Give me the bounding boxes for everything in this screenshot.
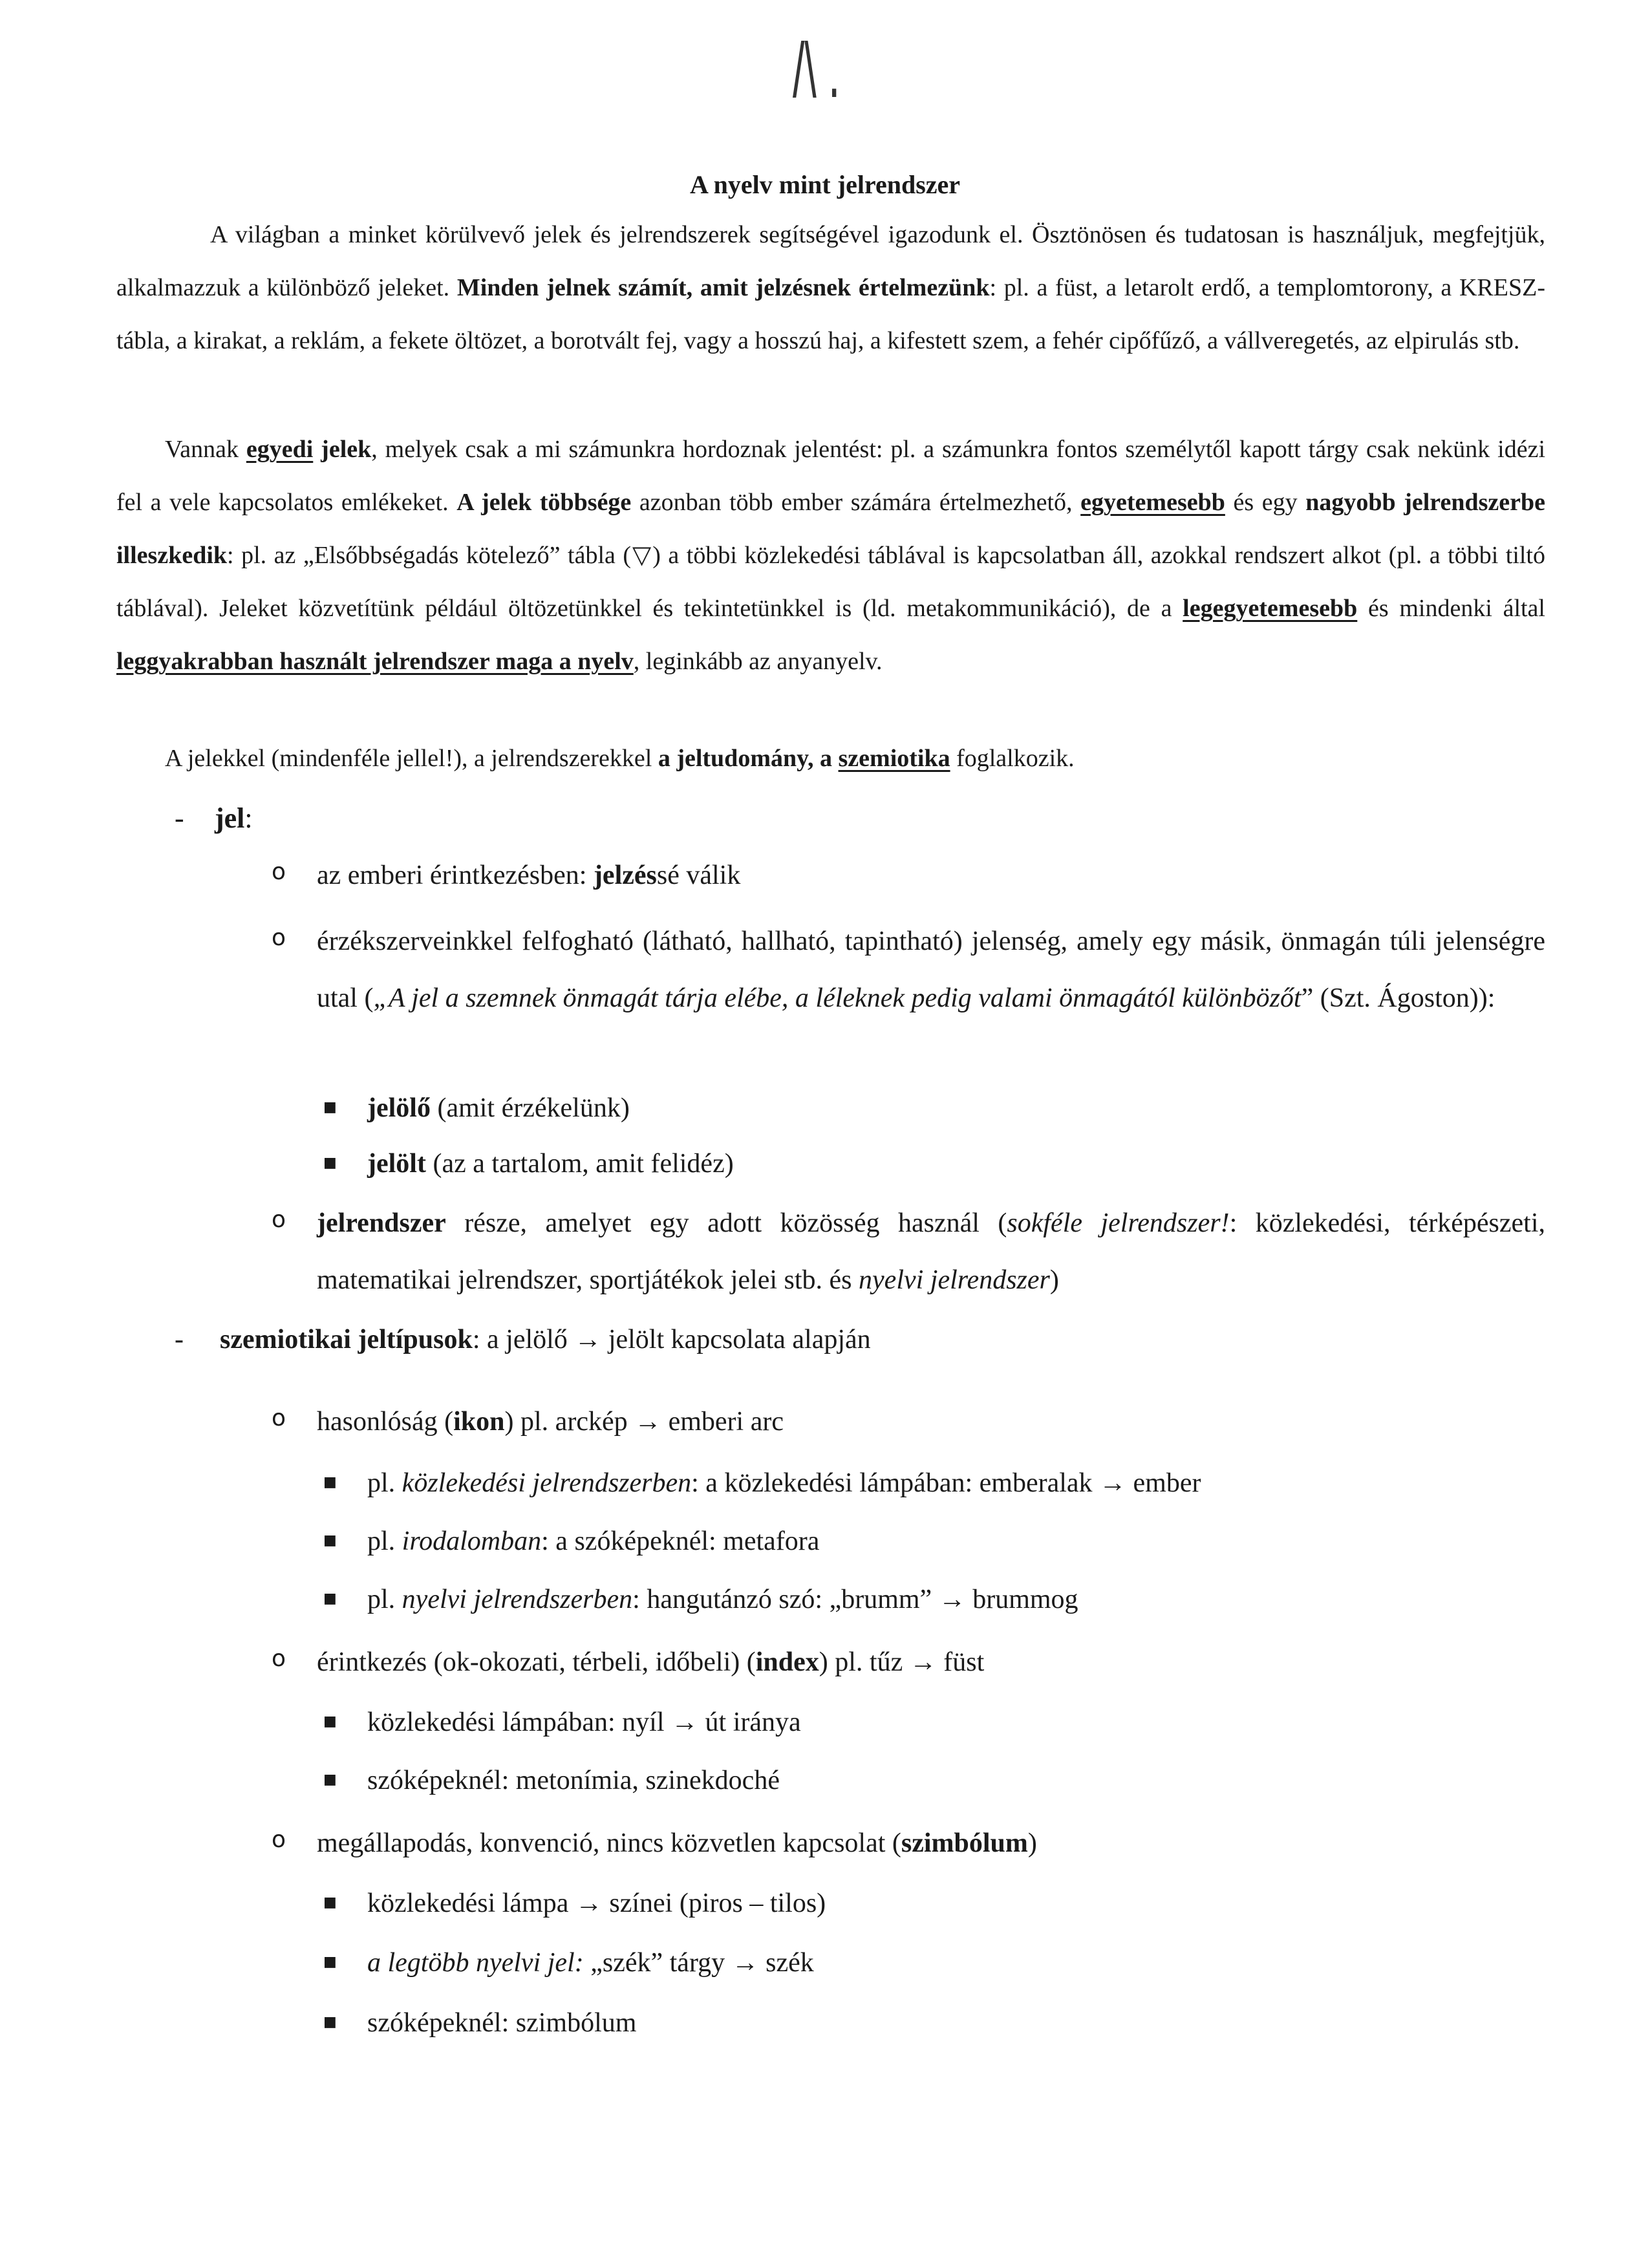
item-text: [367, 1148, 734, 1179]
text: és mindenki által: [1357, 595, 1545, 622]
underlined-text: leggyakrabban használt jelrendszer maga a nyelv: [116, 648, 634, 675]
text: pl.: [367, 1526, 402, 1556]
underlined-text: egyetemesebb: [1080, 489, 1225, 516]
text: A jelekkel (mindenféle jellel!), a jelrendszerekkel: [165, 745, 658, 772]
item-text: [367, 1468, 1201, 1499]
arrow-icon: →: [731, 1948, 759, 1978]
square-bullet: ■: [323, 1713, 337, 1729]
square-bullet: ■: [323, 1155, 337, 1171]
list-heading: [215, 802, 253, 835]
text: : közlekedési, térképészeti, matematikai jelrendszer, sportjátékok jelei stb. és: [317, 1208, 1545, 1295]
circle-bullet: o: [272, 925, 286, 951]
item-text: [317, 1815, 1545, 1872]
square-bullet: ■: [323, 1954, 337, 1970]
item-text: [367, 1947, 814, 1978]
text: ” (Szt. Ágoston)):: [1301, 983, 1495, 1013]
italic-text: közlekedési jelrendszerben: [402, 1468, 692, 1498]
item-text: [317, 847, 1545, 904]
text: Vannak: [165, 436, 246, 463]
jel-label: jel: [215, 802, 245, 834]
square-bullet: ■: [323, 1771, 337, 1788]
italic-text: irodalomban: [402, 1526, 542, 1556]
arrow-icon: →: [574, 1325, 602, 1354]
italic-text: nyelvi jelrendszer: [859, 1265, 1050, 1295]
text: pl.: [367, 1468, 402, 1498]
paragraph-intro: [116, 208, 1545, 367]
text: (az a tartalom, amit felidéz): [425, 1149, 734, 1179]
arrow-icon: →: [575, 1888, 603, 1918]
item-text: szóképeknél: szimbólum: [367, 2008, 637, 2038]
circle-bullet: o: [272, 1405, 286, 1431]
text: : a jelölő: [472, 1325, 575, 1354]
text: szék: [758, 1948, 814, 1978]
text: közlekedési lámpa: [367, 1888, 575, 1918]
bold-text: szimbólum: [901, 1828, 1028, 1858]
text: út iránya: [698, 1707, 801, 1737]
text: megállapodás, konvenció, nincs közvetlen kapcsolat (: [317, 1828, 901, 1858]
text: foglalkozik.: [950, 745, 1075, 772]
italic-quote: „A jel a szemnek önmagát tárja elébe, a léleknek pedig valami önmagától különbözőt: [373, 983, 1302, 1013]
text: : a szóképeknél: metafora: [541, 1526, 820, 1556]
dash-bullet: -: [175, 802, 184, 834]
text: brummog: [965, 1585, 1078, 1614]
text: sé válik: [656, 861, 741, 890]
dash-bullet: -: [175, 1325, 184, 1354]
bold-text: a jeltudomány, a: [658, 745, 839, 772]
bold-text: jelek: [313, 436, 372, 463]
text: (amit érzékelünk): [430, 1093, 630, 1123]
item-text: [220, 1324, 871, 1355]
item-text: szóképeknél: metonímia, szinekdoché: [367, 1766, 780, 1795]
square-bullet: ■: [323, 1590, 337, 1607]
text: érzékszerveinkkel felfogható (látható, hallható, tapintható) jelenség, amely egy másik, önmagán túli jelenségre utal (: [317, 926, 1545, 1013]
text: : pl. a füst, a letarolt erdő, a templomtorony, a KRESZ-tábla, a kirakat, a reklám, a fekete öltözet, a borotvált fej, vagy a hosszú haj, a kifestett szem, a fehér cipőfűző, a vállveregetés, az elpirulás stb.: [116, 274, 1545, 354]
item-text: [317, 1393, 1545, 1450]
text: és egy: [1225, 489, 1306, 516]
text: , melyek csak a mi számunkra hordoznak jelentést: pl. a számunkra fontos személytől kapott tárgy csak nekünk idézi fel a vele kapcsolatos emlékeket.: [116, 436, 1546, 516]
text: színei (piros – tilos): [602, 1888, 826, 1918]
text: része, amelyet egy adott közösség használ (: [445, 1208, 1007, 1238]
text: ) pl. tűz: [819, 1647, 910, 1677]
text: azonban több ember számára értelmezhető,: [631, 489, 1081, 516]
square-bullet: ■: [323, 2014, 337, 2030]
text: hasonlóság (: [317, 1407, 454, 1437]
bold-text: jelölt: [367, 1149, 426, 1179]
italic-text: a legtöbb nyelvi jel:: [367, 1948, 584, 1978]
text: : hangutánzó szó: „brumm”: [632, 1585, 939, 1614]
underlined-text: szemiotika: [838, 745, 950, 772]
text: ember: [1126, 1468, 1201, 1498]
bold-text: Minden jelnek számít, amit jelzésnek értelmezünk: [456, 274, 990, 301]
bold-text: ikon: [453, 1407, 505, 1437]
bold-text: szemiotikai jeltípusok: [220, 1325, 473, 1354]
bold-text: jelölő: [367, 1093, 431, 1123]
paragraph-signs: [116, 423, 1545, 688]
square-bullet: ■: [323, 1532, 337, 1548]
handwritten-page-mark: [793, 26, 840, 115]
text: ): [1049, 1265, 1059, 1295]
text: : pl. az „Elsőbbségadás kötelező” tábla (▽) a többi közlekedési táblával is kapcsolatban áll, azokkal rendszert alkot (pl. a többi tiltó táblával). Jeleket közvetítünk például öltözetünkkel és tekintetünkkel is (ld. metakommunikáció), de a: [116, 542, 1545, 622]
bold-text: nagyobb jelrendszerbe illeszkedik: [116, 489, 1546, 569]
item-text: [317, 1634, 1545, 1691]
square-bullet: ■: [323, 1474, 337, 1490]
underlined-text: egyedi: [246, 436, 314, 463]
arrow-icon: →: [634, 1407, 662, 1437]
circle-bullet: o: [272, 1645, 286, 1672]
item-text: [367, 1093, 630, 1124]
bold-text: index: [755, 1647, 819, 1677]
square-bullet: ■: [323, 1894, 337, 1910]
text: közlekedési lámpában: nyíl: [367, 1707, 672, 1737]
arrow-icon: →: [671, 1707, 699, 1737]
underlined-text: legegyetemesebb: [1183, 595, 1358, 622]
circle-bullet: o: [272, 1826, 286, 1853]
text: pl.: [367, 1585, 402, 1614]
arrow-icon: →: [1099, 1468, 1127, 1498]
text: : a közlekedési lámpában: emberalak: [691, 1468, 1100, 1498]
page-title: A nyelv mint jelrendszer: [689, 170, 961, 199]
text: az emberi érintkezésben:: [317, 861, 594, 890]
arrow-icon: →: [909, 1647, 937, 1677]
circle-bullet: o: [272, 859, 286, 885]
text: emberi arc: [661, 1407, 784, 1437]
square-bullet: ■: [323, 1099, 337, 1115]
item-text: [367, 1888, 826, 1919]
italic-text: nyelvi jelrendszerben: [402, 1585, 633, 1614]
colon: :: [244, 802, 253, 834]
item-text: [367, 1584, 1078, 1615]
text: jelölt kapcsolata alapján: [601, 1325, 871, 1354]
item-text: [367, 1707, 801, 1738]
arrow-icon: →: [938, 1585, 966, 1614]
text: ): [1027, 1828, 1037, 1858]
circle-bullet: o: [272, 1206, 286, 1233]
text: A világban a minket körülvevő jelek és jelrendszerek segítségével igazodunk el. Ösztönösen és tudatosan is használjuk, megfejtjük, alkalmazzuk a különböző jeleket.: [116, 221, 1545, 301]
text: érintkezés (ok-okozati, térbeli, időbeli) (: [317, 1647, 756, 1677]
item-text: [317, 1195, 1545, 1309]
item-text: [367, 1526, 819, 1557]
text: „szék” tárgy: [583, 1948, 732, 1978]
page-mark-text: /\ .: [793, 27, 841, 114]
paragraph-semiotics: [116, 732, 1545, 785]
bold-text: A jelek többsége: [456, 489, 632, 516]
item-text: [317, 913, 1545, 1027]
text: , leginkább az anyanyelv.: [633, 648, 883, 675]
bold-text: jelzés: [593, 861, 657, 890]
text: ) pl. arckép: [504, 1407, 635, 1437]
text: füst: [936, 1647, 985, 1677]
bold-text: jelrendszer: [317, 1208, 446, 1238]
italic-text: sokféle jelrendszer!: [1007, 1208, 1230, 1238]
